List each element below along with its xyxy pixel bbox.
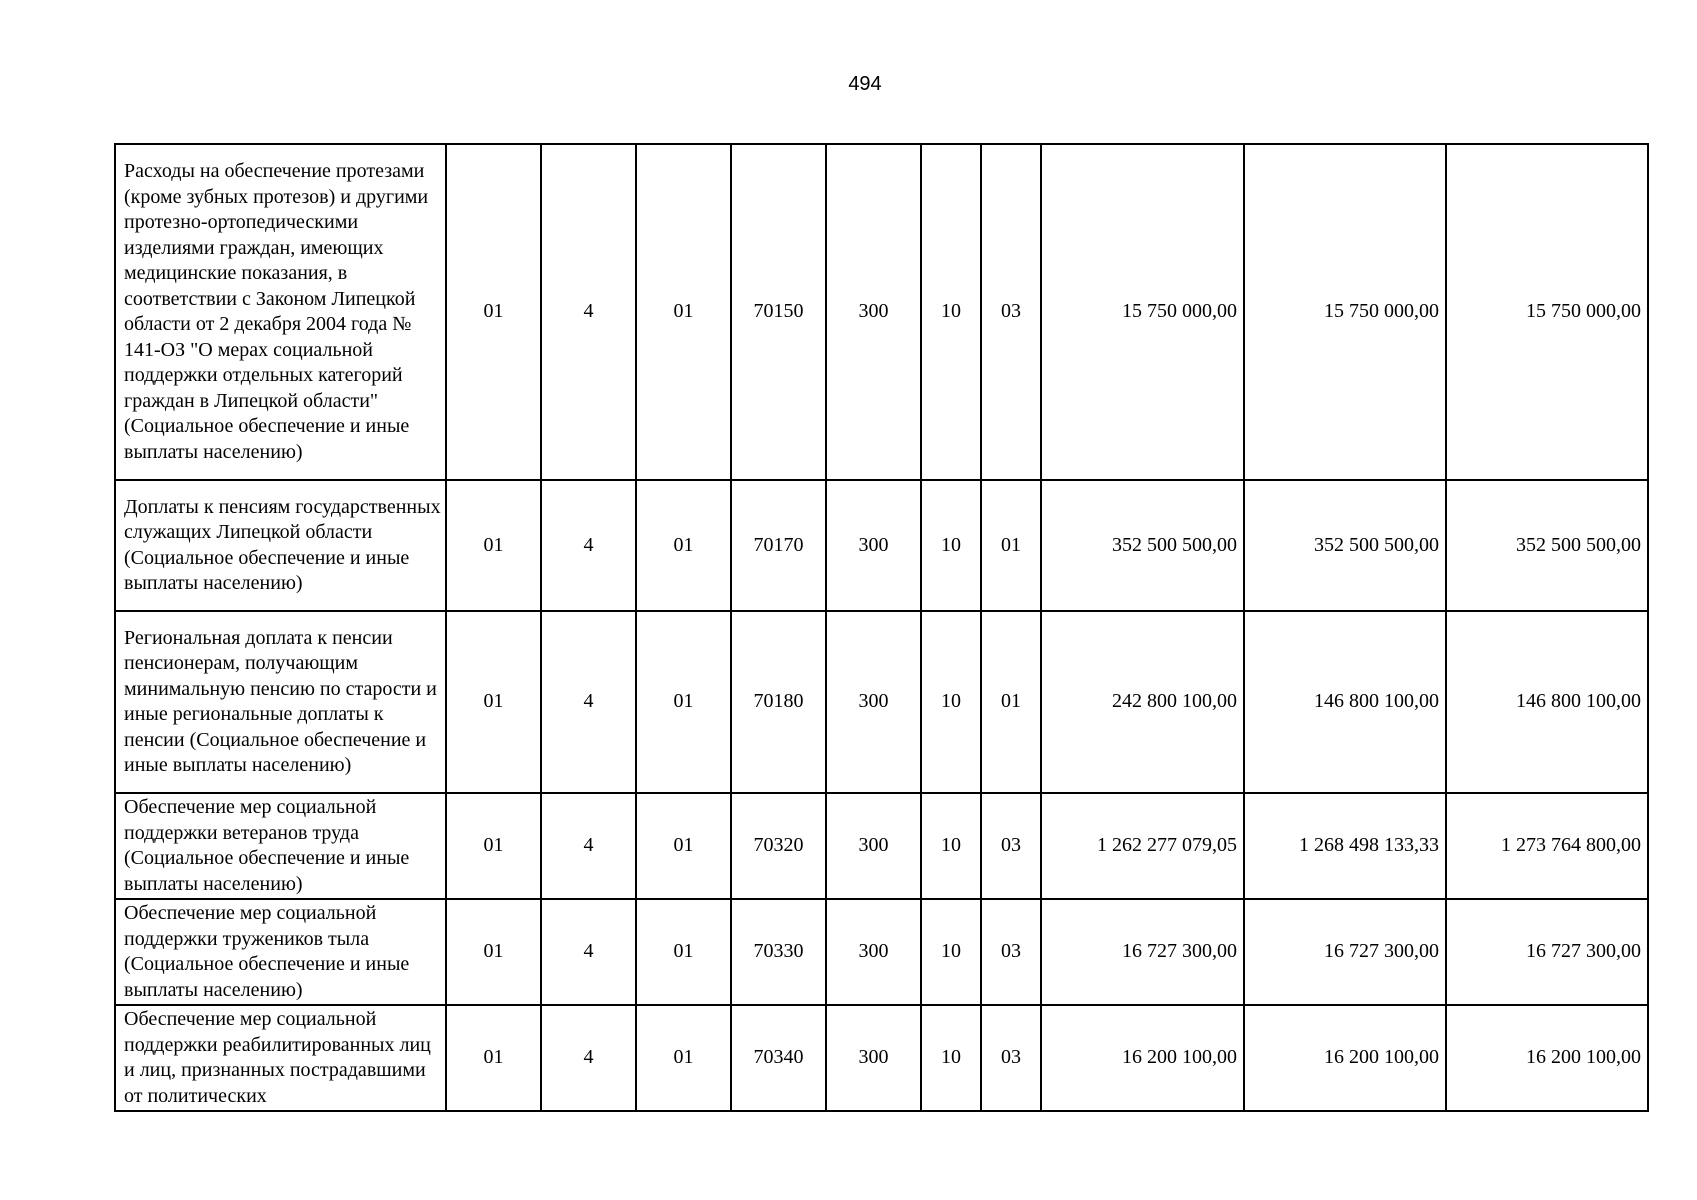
table-row [115, 480, 1648, 611]
amount-1: 15 750 000,00 [1041, 144, 1244, 480]
subprogram-code: 4 [541, 1005, 636, 1111]
event-code: 01 [636, 793, 731, 899]
table-row [115, 611, 1648, 793]
table-row [115, 899, 1648, 1005]
amount-3: 146 800 100,00 [1446, 611, 1648, 793]
row-description: Расходы на обеспечение протезами (кроме зубных протезов) и другими протезно-ортопедическими изделиями граждан, имеющих медицинские показания, в соответствии с Законом Липецкой области от 2 декабря 2004 года № 141-ОЗ "О мерах социальной поддержки отдельных категорий граждан в Липецкой области" (Социальное обеспечение и иные выплаты населению) [115, 144, 446, 480]
amount-1: 1 262 277 079,05 [1041, 793, 1244, 899]
expense-type-code: 300 [826, 899, 921, 1005]
amount-1: 242 800 100,00 [1041, 611, 1244, 793]
amount-3: 1 273 764 800,00 [1446, 793, 1648, 899]
program-code: 01 [446, 480, 541, 611]
direction-code: 70180 [731, 611, 826, 793]
amount-2: 1 268 498 133,33 [1244, 793, 1446, 899]
subsection-code: 01 [981, 480, 1041, 611]
expense-type-code: 300 [826, 1005, 921, 1111]
subprogram-code: 4 [541, 899, 636, 1005]
program-code: 01 [446, 1005, 541, 1111]
section-code: 10 [921, 611, 981, 793]
subsection-code: 03 [981, 1005, 1041, 1111]
subsection-code: 01 [981, 611, 1041, 793]
table-row [115, 1005, 1648, 1111]
subprogram-code: 4 [541, 480, 636, 611]
amount-2: 352 500 500,00 [1244, 480, 1446, 611]
row-description: Обеспечение мер социальной поддержки тружеников тыла (Социальное обеспечение и иные выплаты населению) [115, 899, 446, 1005]
amount-2: 146 800 100,00 [1244, 611, 1446, 793]
subsection-code: 03 [981, 144, 1041, 480]
section-code: 10 [921, 793, 981, 899]
subsection-code: 03 [981, 899, 1041, 1005]
row-description: Региональная доплата к пенсии пенсионерам, получающим минимальную пенсию по старости и иные региональные доплаты к пенсии (Социальное обеспечение и иные выплаты населению) [115, 611, 446, 793]
subprogram-code: 4 [541, 793, 636, 899]
direction-code: 70330 [731, 899, 826, 1005]
direction-code: 70150 [731, 144, 826, 480]
table-row [115, 144, 1648, 480]
page-number: 494 [848, 73, 882, 95]
expense-type-code: 300 [826, 144, 921, 480]
event-code: 01 [636, 899, 731, 1005]
subprogram-code: 4 [541, 611, 636, 793]
direction-code: 70340 [731, 1005, 826, 1111]
amount-1: 16 200 100,00 [1041, 1005, 1244, 1111]
section-code: 10 [921, 480, 981, 611]
event-code: 01 [636, 144, 731, 480]
program-code: 01 [446, 899, 541, 1005]
amount-1: 352 500 500,00 [1041, 480, 1244, 611]
row-description: Обеспечение мер социальной поддержки реабилитированных лиц и лиц, признанных пострадавшими от политических [115, 1005, 446, 1111]
amount-2: 15 750 000,00 [1244, 144, 1446, 480]
section-code: 10 [921, 144, 981, 480]
subsection-code: 03 [981, 793, 1041, 899]
amount-3: 352 500 500,00 [1446, 480, 1648, 611]
expense-type-code: 300 [826, 480, 921, 611]
expense-type-code: 300 [826, 611, 921, 793]
row-description: Обеспечение мер социальной поддержки ветеранов труда (Социальное обеспечение и иные выплаты населению) [115, 793, 446, 899]
amount-1: 16 727 300,00 [1041, 899, 1244, 1005]
budget-table [114, 143, 1649, 1112]
amount-2: 16 200 100,00 [1244, 1005, 1446, 1111]
expense-type-code: 300 [826, 793, 921, 899]
amount-3: 15 750 000,00 [1446, 144, 1648, 480]
direction-code: 70320 [731, 793, 826, 899]
amount-3: 16 727 300,00 [1446, 899, 1648, 1005]
amount-2: 16 727 300,00 [1244, 899, 1446, 1005]
event-code: 01 [636, 611, 731, 793]
amount-3: 16 200 100,00 [1446, 1005, 1648, 1111]
program-code: 01 [446, 144, 541, 480]
direction-code: 70170 [731, 480, 826, 611]
section-code: 10 [921, 899, 981, 1005]
event-code: 01 [636, 480, 731, 611]
row-description: Доплаты к пенсиям государственных служащих Липецкой области (Социальное обеспечение и иные выплаты населению) [115, 480, 446, 611]
program-code: 01 [446, 611, 541, 793]
subprogram-code: 4 [541, 144, 636, 480]
section-code: 10 [921, 1005, 981, 1111]
program-code: 01 [446, 793, 541, 899]
event-code: 01 [636, 1005, 731, 1111]
table-row [115, 793, 1648, 899]
